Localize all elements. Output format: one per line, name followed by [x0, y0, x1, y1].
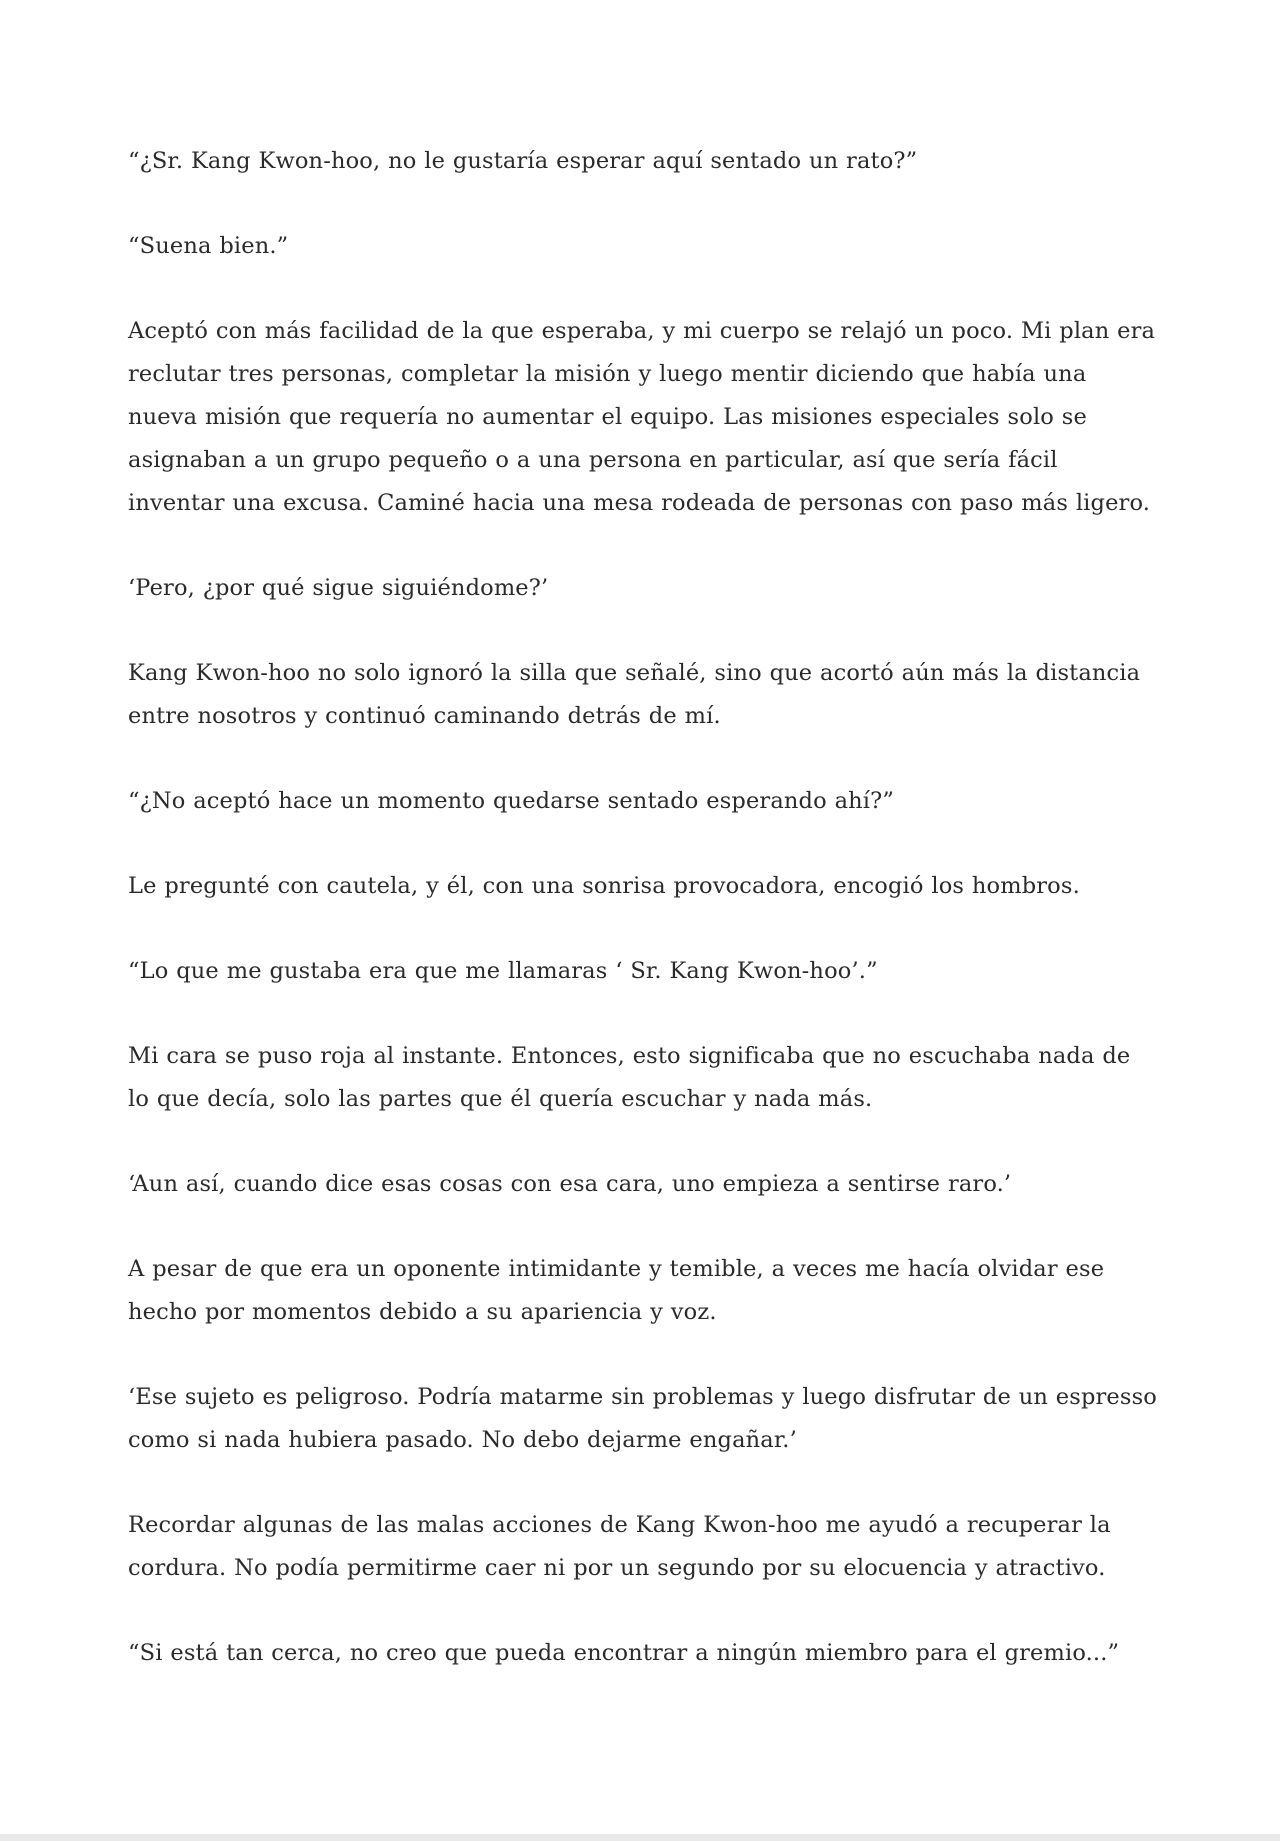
paragraph-thought: ‘Aun así, cuando dice esas cosas con esa cara, uno empieza a sentirse raro.’	[128, 1171, 1012, 1197]
paragraph-narration: Le pregunté con cautela, y él, con una sonrisa provocadora, encogió los hombros.	[128, 873, 1080, 899]
paragraph-narration: Mi cara se puso roja al instante. Entonces, esto significaba que no escuchaba nada de lo que decía, solo las partes que él quería escuchar y nada más.	[128, 1043, 1131, 1112]
paragraph-narration: A pesar de que era un oponente intimidante y temible, a veces me hacía olvidar ese hecho por momentos debido a su apariencia y voz.	[128, 1256, 1105, 1325]
paragraph-dialogue: “¿No aceptó hace un momento quedarse sentado esperando ahí?”	[128, 788, 895, 814]
paragraph-dialogue: “Lo que me gustaba era que me llamaras ‘ Sr. Kang Kwon-hoo’.”	[128, 958, 878, 984]
paragraph-narration: Kang Kwon-hoo no solo ignoró la silla que señalé, sino que acortó aún más la distancia entre nosotros y continuó caminando detrás de mí.	[128, 660, 1141, 729]
paragraph-thought: ‘Pero, ¿por qué sigue siguiéndome?’	[128, 575, 549, 601]
paragraph-thought: ‘Ese sujeto es peligroso. Podría matarme sin problemas y luego disfrutar de un espresso como si nada hubiera pasado. No debo dejarme engañar.’	[128, 1384, 1157, 1453]
paragraph-dialogue: “Suena bien.”	[128, 233, 289, 259]
paragraph-narration: Recordar algunas de las malas acciones de Kang Kwon-hoo me ayudó a recuperar la cordura. No podía permitirme caer ni por un segundo por su elocuencia y atractivo.	[128, 1512, 1111, 1581]
paragraph-narration: Aceptó con más facilidad de la que esperaba, y mi cuerpo se relajó un poco. Mi plan era reclutar tres personas, completar la misión y luego mentir diciendo que había una nueva misión que requería no aumentar el equipo. Las misiones especiales solo se asignaban a un grupo pequeño o a una persona en particular, así que sería fácil inventar una excusa. Caminé hacia una mesa rodeada de personas con paso más ligero.	[128, 318, 1156, 516]
page-bottom-edge	[0, 1834, 1280, 1841]
paragraph-dialogue: “Si está tan cerca, no creo que pueda encontrar a ningún miembro para el gremio...”	[128, 1640, 1120, 1666]
paragraph-dialogue: “¿Sr. Kang Kwon-hoo, no le gustaría esperar aquí sentado un rato?”	[128, 148, 918, 174]
story-text	[128, 140, 1158, 1717]
